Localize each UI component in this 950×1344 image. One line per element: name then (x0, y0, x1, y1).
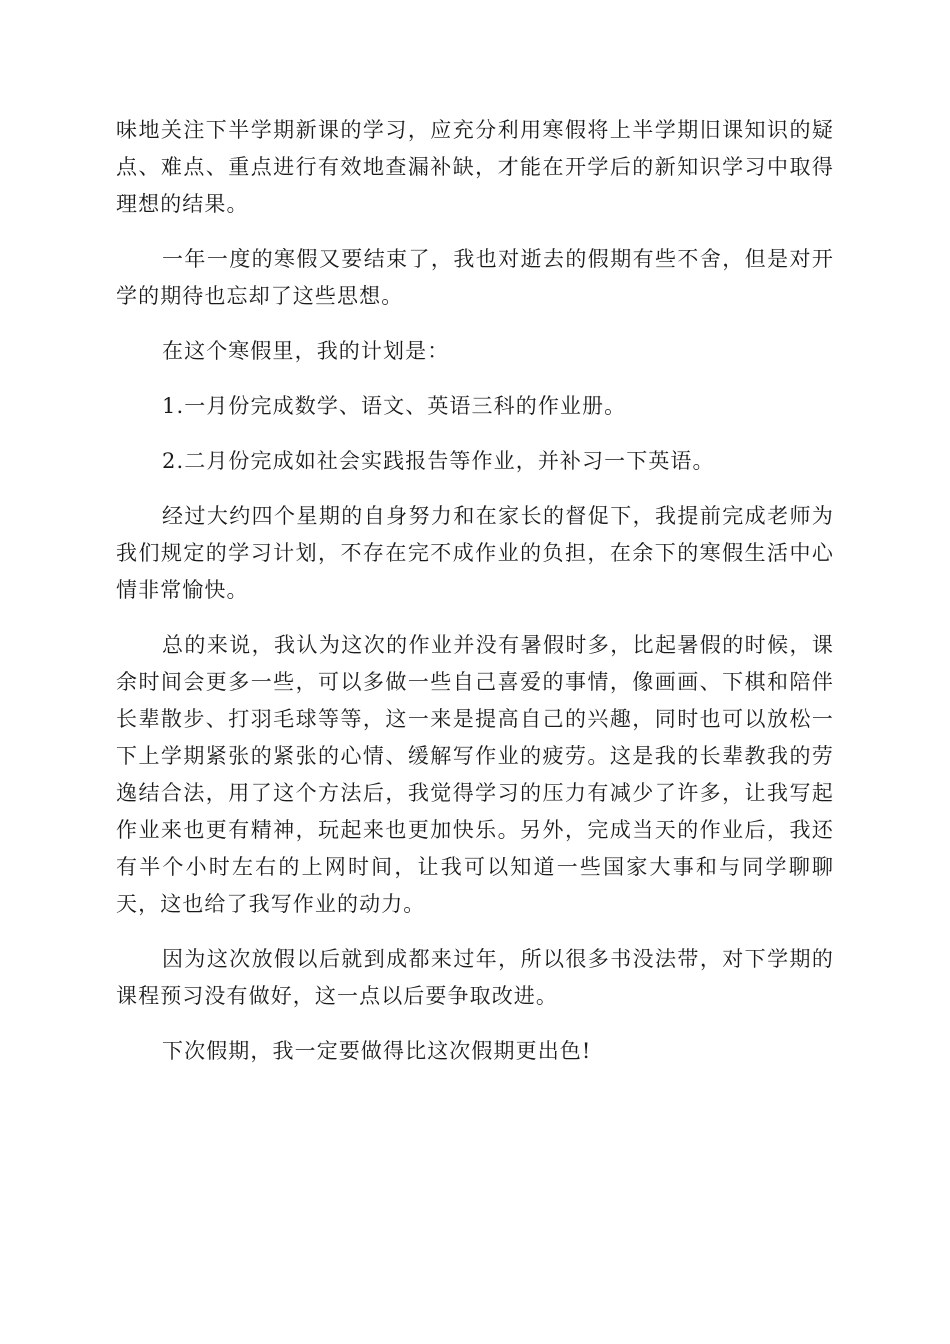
paragraph-winter-break-ending: 一年一度的寒假又要结束了，我也对逝去的假期有些不舍，但是对开学的期待也忘却了这些思想。 (116, 247, 834, 308)
paragraph-continuation: 味地关注下半学期新课的学习，应充分利用寒假将上半学期旧课知识的疑点、难点、重点进行有效地查漏补缺，才能在开学后的新知识学习中取得理想的结果。 (116, 118, 834, 216)
paragraph-improvement: 因为这次放假以后就到成都来过年，所以很多书没法带，对下学期的课程预习没有做好，这一点以后要争取改进。 (116, 947, 834, 1008)
paragraph-plan-intro: 在这个寒假里，我的计划是： (162, 339, 450, 363)
paragraph-plan-item-1: 1.一月份完成数学、语文、英语三科的作业册。 (162, 394, 627, 418)
paragraph-closing: 下次假期，我一定要做得比这次假期更出色! (162, 1039, 592, 1063)
paragraph-plan-completed: 经过大约四个星期的自身努力和在家长的督促下，我提前完成老师为我们规定的学习计划，不存在完不成作业的负担，在余下的寒假生活中心情非常愉快。 (116, 504, 834, 602)
paragraph-summary: 总的来说，我认为这次的作业并没有暑假时多，比起暑假的时候，课余时间会更多一些，可以多做一些自己喜爱的事情，像画画、下棋和陪伴长辈散步、打羽毛球等等，这一来是提高自己的兴趣，同时也可以放松一下上学期紧张的紧张的心情、缓解写作业的疲劳。这是我的长辈教我的劳逸结合法，用了这个方法后，我觉得学习的压力有减少了许多，让我写起作业来也更有精神，玩起来也更加快乐。另外，完成当天的作业后，我还有半个小时左右的上网时间，让我可以知道一些国家大事和与同学聊聊天，这也给了我写作业的动力。 (116, 633, 834, 916)
paragraph-plan-item-2: 2.二月份完成如社会实践报告等作业，并补习一下英语。 (162, 449, 715, 473)
document-body (116, 112, 834, 1088)
